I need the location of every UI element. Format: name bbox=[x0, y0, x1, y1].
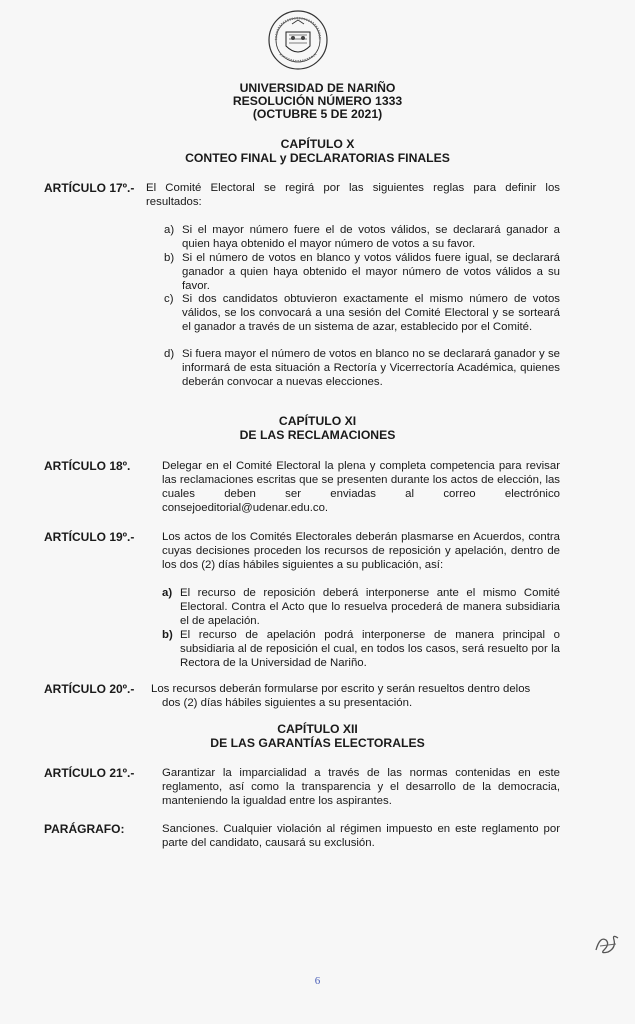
article-17-label: ARTÍCULO 17º.- bbox=[44, 181, 135, 195]
paragrafo-text: Sanciones. Cualquier violación al régimen impuesto en este reglamento por parte del candidato, causará su exclusión. bbox=[162, 823, 560, 849]
article-20-lead-cont: dos (2) días hábiles siguientes a su presentación. bbox=[162, 697, 413, 709]
signature-initials-icon bbox=[592, 930, 622, 958]
paragrafo-label: PARÁGRAFO: bbox=[44, 822, 125, 836]
resolution-date: (OCTUBRE 5 DE 2021) bbox=[252, 107, 383, 121]
list-item-text: Si el número de votos en blanco y votos válidos fuere igual, se declarará ganador a quien haya obtenido el mayor número de votos válidos a su favor. bbox=[182, 252, 560, 292]
chapter-10-title: CAPÍTULO X bbox=[280, 137, 355, 151]
article-18-text: Delegar en el Comité Electoral la plena y completa competencia para revisar las reclamaciones escritas que se presenten durante los actos de elección, las cuales deben ser enviadas al correo electrónico consejoeditorial@udenar.edu.co. bbox=[162, 460, 560, 514]
list-marker: a) bbox=[162, 587, 173, 599]
article-17-lead-cont: resultados: bbox=[146, 196, 202, 208]
article-18-label: ARTÍCULO 18º. bbox=[44, 459, 131, 473]
university-name: UNIVERSIDAD DE NARIÑO bbox=[239, 81, 396, 95]
article-17-lead: El Comité Electoral se regirá por las siguientes reglas para definir los bbox=[146, 182, 560, 194]
list-item-text: El recurso de reposición deberá interponerse ante el mismo Comité Electoral. Contra el Acto que lo resuelva procederá de manera subsidiaria el de apelación. bbox=[180, 587, 560, 627]
university-seal-icon bbox=[267, 8, 329, 72]
chapter-12-subtitle: DE LAS GARANTÍAS ELECTORALES bbox=[210, 736, 425, 750]
list-marker: b) bbox=[162, 629, 173, 641]
list-item-text: Si dos candidatos obtuvieron exactamente el mismo número de votos válidos, se los convocará a una sesión del Comité Electoral y se sorteará el ganador a través de un sistema de azar, establecido por el Comité. bbox=[182, 293, 560, 333]
list-marker: b) bbox=[164, 252, 175, 264]
list-marker: a) bbox=[164, 224, 175, 236]
list-item-text: Si el mayor número fuere el de votos válidos, se declarará ganador a quien haya obtenido el mayor número de votos a su favor. bbox=[182, 224, 560, 250]
article-21-text: Garantizar la imparcialidad a través de las normas contenidas en este reglamento, así como la transparencia y el desarrollo de la democracia, manteniendo la igualdad entre los aspirantes. bbox=[162, 767, 560, 807]
article-21-label: ARTÍCULO 21º.- bbox=[44, 766, 135, 780]
chapter-10-subtitle: CONTEO FINAL y DECLARATORIAS FINALES bbox=[185, 151, 450, 165]
page-number: 6 bbox=[314, 975, 321, 987]
list-item-text: El recurso de apelación podrá interponerse de manera principal o subsidiaria al de reposición el cual, en todos los casos, será resuelto por la Rectora de la Universidad de Nariño. bbox=[180, 629, 560, 669]
article-20-lead: Los recursos deberán formularse por escrito y serán resueltos dentro delos bbox=[151, 683, 531, 695]
list-item-text: Si fuera mayor el número de votos en blanco no se declarará ganador y se informará de esta situación a Rectoría y Vicerrectoría Académica, quienes deberán convocar a nuevas elecciones. bbox=[182, 348, 560, 388]
chapter-11-title: CAPÍTULO XI bbox=[278, 414, 357, 428]
list-marker: c) bbox=[164, 293, 174, 305]
article-20-label: ARTÍCULO 20º.- bbox=[44, 682, 135, 696]
article-19-label: ARTÍCULO 19º.- bbox=[44, 530, 135, 544]
chapter-12-title: CAPÍTULO XII bbox=[277, 722, 358, 736]
resolution-number: RESOLUCIÓN NÚMERO 1333 bbox=[232, 94, 403, 108]
chapter-11-subtitle: DE LAS RECLAMACIONES bbox=[239, 428, 396, 442]
article-19-text: Los actos de los Comités Electorales deberán plasmarse en Acuerdos, contra cuyas decisiones proceden los recursos de reposición y apelación, dentro de los dos (2) días hábiles siguientes a su publicación, así: bbox=[162, 531, 560, 571]
list-marker: d) bbox=[164, 348, 175, 360]
